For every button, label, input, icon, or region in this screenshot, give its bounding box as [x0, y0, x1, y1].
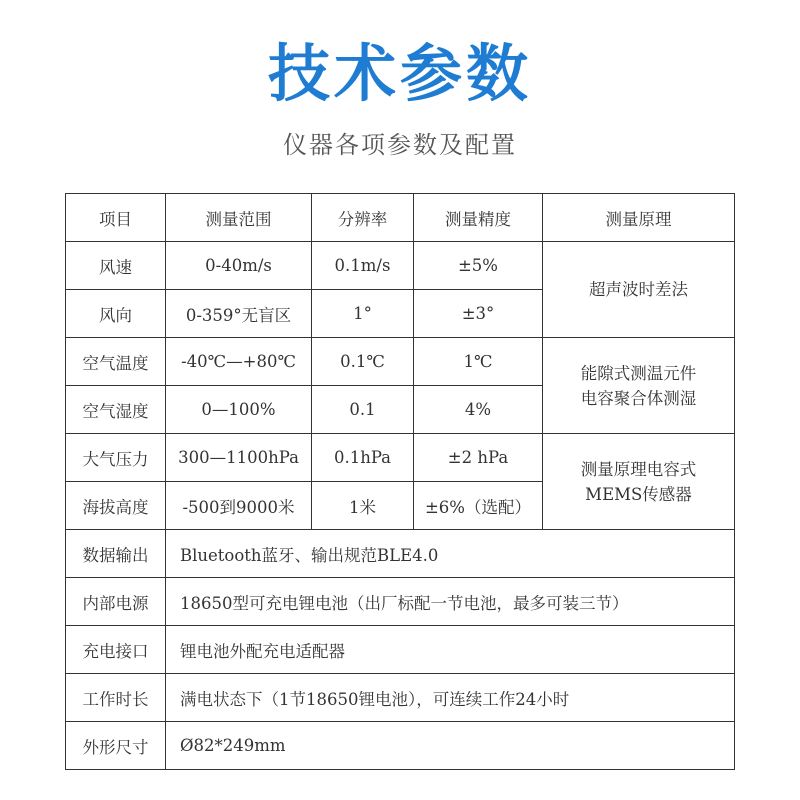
principle-line: 能隙式测温元件: [580, 363, 697, 383]
range-cell: -500到9000米: [166, 482, 312, 530]
value-cell: 18650型可充电锂电池（出厂标配一节电池，最多可装三节）: [166, 578, 735, 626]
accuracy-cell: ±6%（选配）: [414, 482, 543, 530]
resolution-cell: 0.1hPa: [312, 434, 414, 482]
principle-cell: [543, 338, 735, 434]
range-cell: 0-359°无盲区: [166, 290, 312, 338]
resolution-cell: 0.1m/s: [312, 242, 414, 290]
value-cell: Bluetooth蓝牙、输出规范BLE4.0: [166, 530, 735, 578]
spec-table: [65, 193, 735, 770]
header-cell-resolution: 分辨率: [312, 194, 414, 242]
principle-line: 电容聚合体测湿: [580, 388, 697, 408]
table-row: [66, 722, 735, 770]
item-cell: 充电接口: [66, 626, 166, 674]
table-row: [66, 674, 735, 722]
resolution-cell: 1米: [312, 482, 414, 530]
range-cell: 0—100%: [166, 386, 312, 434]
accuracy-cell: 4%: [414, 386, 543, 434]
page-subtitle: 仪器各项参数及配置: [283, 131, 517, 159]
principle-line: MEMS传感器: [585, 484, 692, 504]
principle-line: 测量原理电容式: [580, 459, 697, 479]
value-cell: 锂电池外配充电适配器: [166, 626, 735, 674]
value-cell: Ø82*249mm: [166, 722, 735, 770]
table-row: [66, 578, 735, 626]
item-cell: 风向: [66, 290, 166, 338]
table-row: [66, 530, 735, 578]
principle-line: 超声波时差法: [589, 280, 688, 299]
item-cell: 数据输出: [66, 530, 166, 578]
principle-cell: [543, 242, 735, 338]
item-cell: 外形尺寸: [66, 722, 166, 770]
accuracy-cell: ±3°: [414, 290, 543, 338]
table-row: [66, 626, 735, 674]
resolution-cell: 0.1℃: [312, 338, 414, 386]
item-cell: 海拔高度: [66, 482, 166, 530]
accuracy-cell: ±2 hPa: [414, 434, 543, 482]
range-cell: 0-40m/s: [166, 242, 312, 290]
header-cell-accuracy: 测量精度: [414, 194, 543, 242]
table-header-row: [66, 194, 735, 242]
table-row: [66, 242, 735, 290]
header-cell-item: 项目: [66, 194, 166, 242]
value-cell: 满电状态下（1节18650锂电池），可连续工作24小时: [166, 674, 735, 722]
page-title: 技术参数: [267, 37, 532, 110]
item-cell: 风速: [66, 242, 166, 290]
accuracy-cell: 1℃: [414, 338, 543, 386]
item-cell: 工作时长: [66, 674, 166, 722]
item-cell: 大气压力: [66, 434, 166, 482]
accuracy-cell: ±5%: [414, 242, 543, 290]
range-cell: 300—1100hPa: [166, 434, 312, 482]
resolution-cell: 1°: [312, 290, 414, 338]
table-row: [66, 338, 735, 386]
resolution-cell: 0.1: [312, 386, 414, 434]
item-cell: 空气湿度: [66, 386, 166, 434]
header-cell-range: 测量范围: [166, 194, 312, 242]
item-cell: 内部电源: [66, 578, 166, 626]
item-cell: 空气温度: [66, 338, 166, 386]
range-cell: -40℃—+80℃: [166, 338, 312, 386]
table-row: [66, 434, 735, 482]
principle-cell: [543, 434, 735, 530]
header-cell-principle: 测量原理: [543, 194, 735, 242]
